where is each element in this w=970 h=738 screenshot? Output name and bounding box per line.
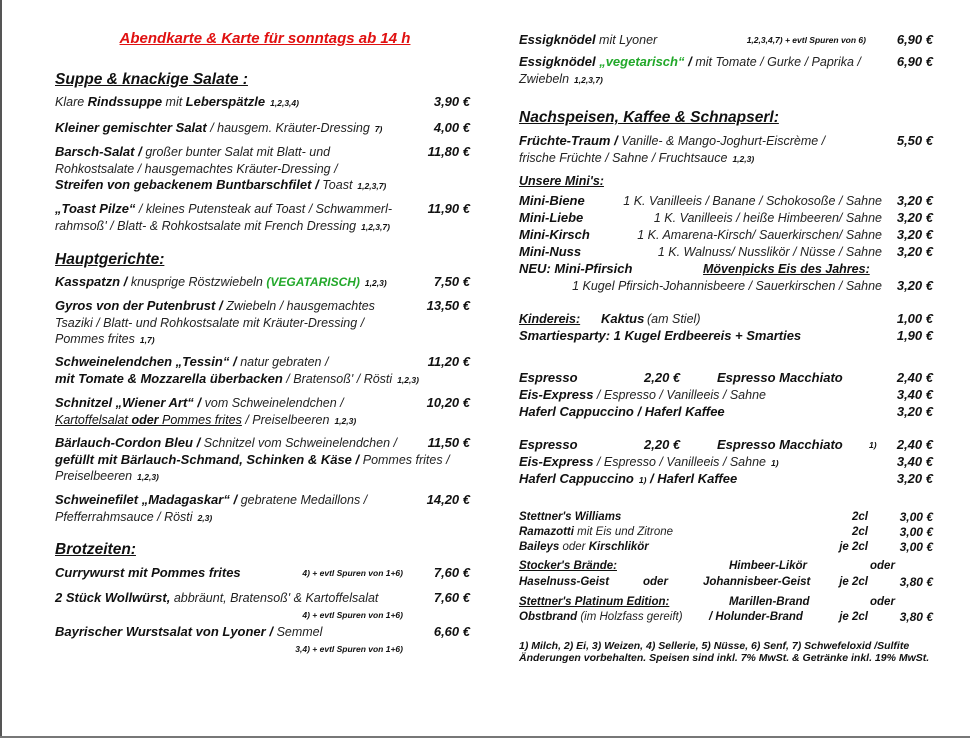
subheading: Unsere Mini's: <box>519 174 604 188</box>
menu-item <box>519 575 933 591</box>
section-heading: Suppe & knackige Salate : <box>55 71 248 88</box>
item-name: Essigknödel <box>519 32 596 47</box>
menu-item-line <box>55 315 470 332</box>
menu-item <box>55 201 470 234</box>
item-name: / Haferl Kaffee <box>646 471 738 486</box>
menu-item <box>519 193 933 210</box>
item-description: 1 K. Vanilleeis / heiße Himbeeren/ Sahne <box>653 211 882 225</box>
item-description: 1 K. Amarena-Kirsch/ Sauerkirschen/ Sahne <box>637 228 882 242</box>
menu-item-line <box>55 331 470 348</box>
item-description: mit <box>162 95 186 109</box>
menu-item <box>519 261 933 278</box>
item-name: Himbeer-Likör <box>729 560 807 572</box>
menu-item <box>519 173 933 190</box>
item-name: 2,20 € <box>644 437 681 452</box>
item-description: Preiselbeeren <box>55 469 133 483</box>
item-name: Bayrischer Wurstsalat von Lyoner / <box>55 624 277 639</box>
allergen-note: 1,2,3) <box>364 278 387 288</box>
item-price: 2,40 € <box>896 437 933 452</box>
item-description: / Preiselbeeren <box>241 412 330 427</box>
item-description: / Espresso / Vanilleeis / Sahne <box>593 455 766 469</box>
allergen-note: 1,2,3) <box>334 415 357 426</box>
menu-item-line <box>519 575 933 591</box>
item-price: 11,90 € <box>427 201 470 216</box>
item-price: 7,60 € <box>433 590 470 605</box>
menu-item-line <box>519 133 933 150</box>
item-name: / Holunder-Brand <box>709 611 803 623</box>
item-price: 3,00 € <box>899 525 933 539</box>
menu-item-line <box>55 298 470 315</box>
item-description: natur gebraten / <box>240 355 329 369</box>
item-description: Vanille- & Mango-Joghurt-Eiscrème / <box>621 134 826 148</box>
item-description: oder <box>559 541 589 553</box>
allergen-note: 1,2,3,7) <box>357 181 387 191</box>
menu-item-line <box>55 161 470 178</box>
section-heading: Brotzeiten: <box>55 541 136 558</box>
item-description: Schnitzel vom Schweinelendchen / <box>203 436 397 450</box>
menu-item <box>519 227 933 244</box>
item-name: Kirschlikör <box>588 541 649 553</box>
item-price: 7,60 € <box>433 565 470 580</box>
item-name: / <box>684 54 696 69</box>
menu-item <box>519 559 933 575</box>
item-name: Haferl Cappuccino / Haferl Kaffee <box>519 404 725 419</box>
menu-item <box>519 54 933 87</box>
item-name: je 2cl <box>839 611 868 623</box>
item-description: rahmsoß' / Blatt- & Rohkostsalate mit French Dressing <box>55 218 357 233</box>
item-name: 2,20 € <box>644 370 681 385</box>
item-price: 3,40 € <box>896 454 933 469</box>
menu-item-line <box>55 201 470 218</box>
menu-item-line <box>55 607 470 624</box>
allergen-note: 7) <box>374 124 383 134</box>
item-name: Espresso Macchiato <box>717 437 843 452</box>
item-description: großer bunter Salat mit Blatt- und <box>145 145 331 159</box>
item-name: oder <box>870 560 895 572</box>
item-name: NEU: Mini-Pfirsich <box>519 261 633 276</box>
item-name: Ramazotti <box>519 526 574 538</box>
menu-item <box>55 274 470 291</box>
menu-item-line <box>519 610 933 626</box>
item-price: 3,20 € <box>896 227 933 242</box>
menu-item <box>519 32 933 49</box>
item-name: oder <box>870 596 895 608</box>
menu-item-line <box>55 177 470 194</box>
item-name: Espresso Macchiato <box>717 370 843 385</box>
menu-item <box>519 328 933 345</box>
item-description: / Bratensoß' / Rösti <box>282 371 393 386</box>
menu-item <box>519 595 933 611</box>
item-name: Stettner's Williams <box>519 511 622 523</box>
allergen-note: 2,3) <box>197 512 213 523</box>
menu-item-line <box>55 274 470 291</box>
item-name: 2 Stück Wollwürst, <box>55 590 171 605</box>
item-name: Currywurst mit Pommes frites <box>55 565 241 580</box>
menu-item <box>519 454 933 471</box>
menu-title: Abendkarte & Karte für sonntags ab 14 h <box>119 30 411 47</box>
menu-item-line <box>55 492 470 509</box>
item-description: 1 Kugel Pfirsich-Johannisbeere / Sauerkirschen / Sahne <box>572 279 882 293</box>
item-description: mit Tomate / Gurke / Paprika / <box>695 55 861 69</box>
item-price: 3,90 € <box>433 94 470 109</box>
item-price: 3,40 € <box>896 387 933 402</box>
item-description: 1 K. Vanilleeis / Banane / Schokosoße / Sahne <box>623 194 882 208</box>
item-name: Eis-Express <box>519 387 594 402</box>
menu-item <box>519 525 933 541</box>
item-name: Leberspätzle <box>185 94 266 109</box>
item-name: 2cl <box>852 526 868 538</box>
item-name: je 2cl <box>839 576 868 588</box>
item-price: 5,50 € <box>896 133 933 148</box>
menu-item-line <box>519 525 933 541</box>
item-description: (am Stiel) <box>647 312 701 326</box>
item-price: 3,20 € <box>896 471 933 486</box>
subheading: Stocker's Brände: <box>519 560 617 572</box>
item-name: Mini-Kirsch <box>519 227 590 242</box>
menu-item-line <box>55 371 470 388</box>
menu-item-line <box>519 328 933 345</box>
item-name: Essigknödel <box>519 54 600 69</box>
item-name: Kleiner gemischter Salat <box>55 120 207 135</box>
menu-item <box>55 354 470 387</box>
item-description: Klare <box>55 95 88 109</box>
menu-item-line <box>55 218 470 235</box>
vegetarian-tag: „vegetarisch“ <box>599 54 685 69</box>
item-description: Rohkostsalate / hausgemachtes Kräuter-Dressing / <box>55 161 338 176</box>
item-price: 6,90 € <box>896 54 933 69</box>
menu-item <box>519 610 933 626</box>
menu-item-line <box>55 412 470 429</box>
item-price: 13,50 € <box>426 298 470 313</box>
item-name: Espresso <box>519 437 578 452</box>
menu-item <box>55 144 470 194</box>
item-price: 6,60 € <box>433 624 470 639</box>
menu-item-line <box>55 641 470 658</box>
item-description: Tsaziki / Blatt- und Rohkostsalate mit Kräuter-Dressing / <box>55 315 365 330</box>
menu-item-line <box>519 370 933 387</box>
menu-item <box>55 590 470 623</box>
item-price: 3,00 € <box>899 540 933 554</box>
menu-item <box>55 435 470 485</box>
menu-item <box>519 244 933 261</box>
menu-item-line <box>519 227 933 244</box>
menu-item-line <box>55 144 470 161</box>
menu-item <box>55 565 470 582</box>
item-name: Eis-Express <box>519 454 594 469</box>
menu-item-line <box>519 454 933 471</box>
menu-item <box>519 210 933 227</box>
menu-item <box>519 370 933 387</box>
menu-item-line <box>55 624 470 641</box>
item-price: 11,80 € <box>427 144 470 159</box>
item-name: Rindssuppe <box>87 94 163 109</box>
menu-item-line <box>55 590 470 607</box>
item-name: Baileys <box>519 541 560 553</box>
menu-item-line <box>519 173 933 190</box>
item-price: 1,00 € <box>896 311 933 326</box>
item-price: 3,20 € <box>896 244 933 259</box>
item-name: mit Tomate & Mozzarella überbacken <box>55 370 283 386</box>
subheading: Mövenpicks Eis des Jahres: <box>703 262 870 276</box>
menu-item <box>55 492 470 525</box>
menu-item-line <box>519 150 933 167</box>
menu-item <box>519 437 933 454</box>
item-description: vom Schweinelendchen / <box>204 396 344 410</box>
item-description: frische Früchte / Sahne / Fruchtsauce <box>519 150 728 165</box>
menu-item-line <box>519 261 933 278</box>
item-price: 1,90 € <box>896 328 933 343</box>
item-description: / kleines Putensteak auf Toast / Schwammerl- <box>135 202 393 216</box>
allergen-note: 4) + evtl Spuren von 1+6) <box>302 609 403 620</box>
menu-item-line <box>519 540 933 556</box>
allergen-note: 1,2,3,4) <box>270 98 299 108</box>
menu-item <box>519 387 933 404</box>
item-name: Marillen-Brand <box>729 596 810 608</box>
menu-item-line <box>519 471 933 488</box>
menu-item-line <box>55 468 470 485</box>
menu-item-line <box>55 120 470 137</box>
item-description: 1 K. Walnuss/ Nusslikör / Nüsse / Sahne <box>657 245 882 259</box>
item-price: 7,50 € <box>433 274 470 289</box>
item-price: 3,20 € <box>896 210 933 225</box>
menu-item-line <box>519 595 933 611</box>
menu-item <box>519 510 933 526</box>
item-description: Semmel <box>276 625 323 639</box>
item-price: 10,20 € <box>426 395 470 410</box>
item-name: Mini-Nuss <box>519 244 582 259</box>
item-name: Obstbrand <box>519 611 578 623</box>
menu-item-line <box>519 244 933 261</box>
item-name: je 2cl <box>839 541 868 553</box>
menu-item-line <box>55 565 470 582</box>
item-name: Haselnuss-Geist <box>519 576 610 588</box>
menu-item-line <box>519 71 933 88</box>
item-price: 3,20 € <box>896 404 933 419</box>
menu-item-line <box>55 395 470 412</box>
item-description: Pfefferrahmsauce / Rösti <box>55 509 193 524</box>
allergen-note: 3,4) + evtl Spuren von 1+6) <box>295 643 403 654</box>
item-description: knusprige Röstzwiebeln <box>130 275 267 289</box>
item-name: Bärlauch-Cordon Bleu / <box>55 435 204 450</box>
item-price: 2,40 € <box>896 370 933 385</box>
item-name: Schweinefilet „Madagaskar“ / <box>55 492 241 507</box>
item-description: mit Lyoner <box>595 33 658 47</box>
item-name: Kasspatzn / <box>55 274 131 289</box>
item-description: abbräunt, Bratensoß' & Kartoffelsalat <box>170 591 379 605</box>
item-option: Pommes frites <box>158 412 242 427</box>
menu-item <box>55 298 470 348</box>
menu-item-line <box>519 210 933 227</box>
menu-item-line <box>55 435 470 452</box>
item-description: mit Eis und Zitrone <box>573 526 674 538</box>
menu-item-line <box>55 94 470 111</box>
allergen-note: 1) <box>638 475 647 485</box>
item-name: gefüllt mit Bärlauch-Schmand, Schinken & Käse / <box>55 451 363 467</box>
page-border-left <box>0 0 2 738</box>
item-name: Schweinelendchen „Tessin“ / <box>55 354 241 369</box>
menu-item-line <box>55 354 470 371</box>
menu-item <box>55 120 470 137</box>
menu-item-line <box>519 559 933 575</box>
menu-item <box>519 278 933 295</box>
item-description: Toast <box>322 178 353 192</box>
item-price: 3,20 € <box>896 278 933 293</box>
item-description: Zwiebeln / hausgemachtes <box>226 299 375 313</box>
item-description: / hausgem. Kräuter-Dressing <box>206 121 370 135</box>
item-name: oder <box>643 576 668 588</box>
tax-footnote: Änderungen vorbehalten. Speisen sind inkl. 7% MwSt. & Getränke inkl. 19% MwSt. <box>519 652 930 664</box>
menu-item-line <box>519 193 933 210</box>
item-name: Mini-Liebe <box>519 210 584 225</box>
item-name: Smartiesparty: 1 Kugel Erdbeereis + Smarties <box>519 328 802 343</box>
item-name: „Toast Pilze“ <box>55 201 136 216</box>
menu-item-line <box>519 510 933 526</box>
subheading: oder <box>131 412 159 427</box>
allergen-note: 1,2,3,7) <box>361 221 390 232</box>
item-name: Streifen von gebackenem Buntbarschfilet / <box>55 177 323 192</box>
menu-item <box>519 133 933 166</box>
item-description: gebratene Medaillons / <box>240 493 368 507</box>
allergen-note: 1,2,3) <box>397 374 419 385</box>
allergen-note: 1,2,3,7) <box>574 74 603 85</box>
item-name: Gyros von der Putenbrust / <box>55 298 227 313</box>
item-price: 3,00 € <box>899 510 933 524</box>
item-name: Früchte-Traum / <box>519 133 622 148</box>
section-heading: Hauptgerichte: <box>55 251 165 268</box>
item-price: 14,20 € <box>426 492 470 507</box>
allergen-note: 4) + evtl Spuren von 1+6) <box>302 568 403 578</box>
allergen-note: 1,2,3) <box>732 153 755 164</box>
menu-item-line <box>519 32 933 49</box>
item-price: 3,80 € <box>899 610 933 624</box>
item-name: Barsch-Salat / <box>55 144 146 159</box>
item-price: 3,20 € <box>896 193 933 208</box>
menu-item-line <box>519 437 933 454</box>
menu-item <box>55 395 470 428</box>
allergen-note: 1,7) <box>139 335 155 345</box>
menu-item-line <box>519 278 933 295</box>
allergen-note: 1) <box>869 440 877 450</box>
item-name: Mini-Biene <box>519 193 585 208</box>
menu-item <box>519 471 933 488</box>
subheading: Stettner's Platinum Edition: <box>519 596 670 608</box>
item-name: Espresso <box>519 370 578 385</box>
item-description: Zwiebeln <box>519 71 570 86</box>
item-name: Schnitzel „Wiener Art“ / <box>55 395 205 410</box>
section-heading: Nachspeisen, Kaffee & Schnapserl: <box>519 109 779 126</box>
menu-item <box>55 624 470 657</box>
subheading: Kindereis: <box>519 312 581 326</box>
menu-item <box>519 311 933 328</box>
item-description: (im Holzfass gereift) <box>577 611 683 623</box>
menu-item-line <box>519 311 933 328</box>
item-name: Kaktus <box>601 311 645 326</box>
item-name: Haferl Cappuccino <box>519 471 634 486</box>
allergen-note: 1,2,3,4,7) + evtl Spuren von 6) <box>746 35 866 45</box>
menu-item <box>519 540 933 556</box>
item-description: Pommes frites <box>55 332 135 346</box>
item-price: 3,80 € <box>899 575 933 589</box>
item-price: 6,90 € <box>896 32 933 47</box>
menu-item-line <box>519 387 933 404</box>
menu-item-line <box>519 404 933 421</box>
allergen-note: 1) <box>770 458 779 468</box>
item-name: 2cl <box>852 511 868 523</box>
item-option: Kartoffelsalat <box>55 412 132 427</box>
allergen-note: 1,2,3) <box>137 472 159 482</box>
menu-item-line <box>55 509 470 526</box>
menu-item <box>519 404 933 421</box>
allergen-footnote: 1) Milch, 2) Ei, 3) Weizen, 4) Sellerie, 5) Nüsse, 6) Senf, 7) Schwefeloxid /Sulfite <box>519 640 910 652</box>
menu-item-line <box>55 452 470 469</box>
item-description: Pommes frites / <box>362 452 450 467</box>
item-price: 11,50 € <box>427 435 470 450</box>
item-name: Johannisbeer-Geist <box>703 576 811 588</box>
menu-item <box>55 94 470 111</box>
item-description: / Espresso / Vanilleeis / Sahne <box>593 388 766 402</box>
item-price: 11,20 € <box>427 354 470 369</box>
item-price: 4,00 € <box>433 120 470 135</box>
footnotes <box>519 640 933 664</box>
vegetarian-tag: (VEGATARISCH) <box>266 275 360 289</box>
menu-item-line <box>519 54 933 71</box>
